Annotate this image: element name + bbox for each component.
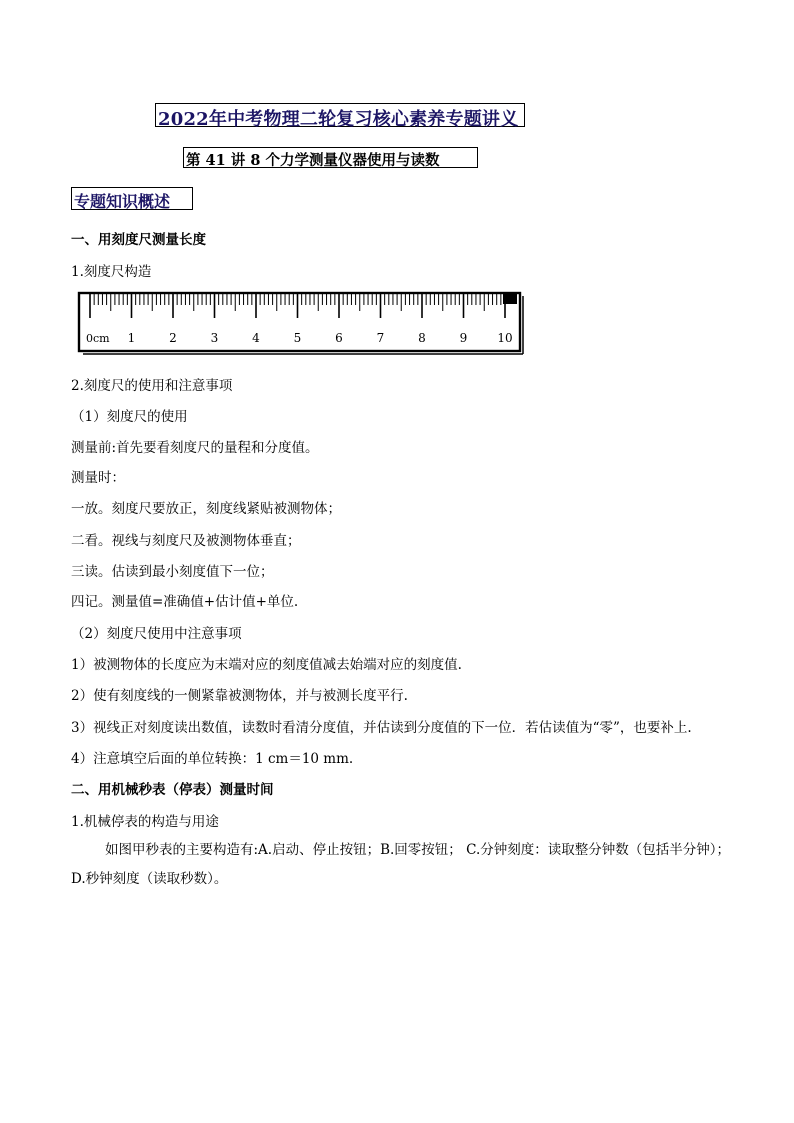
part1-heading: 一、用刻度尺测量长度 xyxy=(71,232,206,248)
ruler-usage-title: 2.刻度尺的使用和注意事项 xyxy=(71,378,233,394)
ruler-illustration xyxy=(77,290,525,356)
step-look-text: 二看。视线与刻度尺及被测物体垂直； xyxy=(71,533,301,549)
note-3-text: 3）视线正对刻度读出数值，读数时看清分度值，并估读到分度值的下一位．若估读值为“零”，也要补上. xyxy=(71,720,692,736)
ruler-number: 3 xyxy=(210,331,219,345)
ruler-number: 10 xyxy=(497,331,513,345)
stopwatch-structure-title: 1.机械停表的构造与用途 xyxy=(71,814,219,830)
ruler-number: 2 xyxy=(169,331,177,345)
step-record-text: 四记。测量值=准确值+估计值+单位. xyxy=(71,594,299,610)
document-title-box xyxy=(155,103,525,130)
stopwatch-description: 如图甲秒表的主要构造有:A.启动、停止按钮；B.回零按钮； C.分钟刻度：读取整分钟数（包括半分钟）；D.秒钟刻度（读取秒数）。 xyxy=(71,842,730,887)
ruler-number: 8 xyxy=(418,331,426,345)
lecture-title-box xyxy=(183,147,478,168)
during-measure-text: 测量时： xyxy=(71,470,125,486)
ruler-number: 4 xyxy=(252,331,260,345)
step-read-text: 三读。估读到最小刻度值下一位； xyxy=(71,564,274,580)
ruler-number: 6 xyxy=(335,331,343,345)
ruler-number: 9 xyxy=(459,331,468,345)
ruler-structure-title: 1.刻度尺构造 xyxy=(71,264,152,280)
section-label-box xyxy=(71,187,193,210)
section-label: 专题知识概述 xyxy=(74,192,171,211)
note-4-text: 4）注意填空后面的单位转换：1 cm＝10 mm. xyxy=(71,751,354,767)
note-1-text: 1）被测物体的长度应为末端对应的刻度值减去始端对应的刻度值. xyxy=(71,657,462,673)
ruler-notes-subtitle: （2）刻度尺使用中注意事项 xyxy=(71,626,242,642)
part2-heading: 二、用机械秒表（停表）测量时间 xyxy=(71,782,274,798)
ruler-number: 5 xyxy=(293,331,302,345)
before-measure-text: 测量前:首先要看刻度尺的量程和分度值。 xyxy=(71,440,319,456)
lecture-title: 第 41 讲 8 个力学测量仪器使用与读数 xyxy=(186,152,440,169)
ruler-number: 7 xyxy=(376,331,385,345)
step-place-text: 一放。刻度尺要放正，刻度线紧贴被测物体； xyxy=(71,501,341,517)
ruler-unit-label: 0cm xyxy=(86,332,110,345)
ruler-usage-subtitle: （1）刻度尺的使用 xyxy=(71,409,188,425)
ruler-number: 1 xyxy=(127,331,136,345)
note-2-text: 2）使有刻度线的一侧紧靠被测物体，并与被测长度平行. xyxy=(71,688,408,704)
document-title: 2022年中考物理二轮复习核心素养专题讲义 xyxy=(158,109,519,130)
